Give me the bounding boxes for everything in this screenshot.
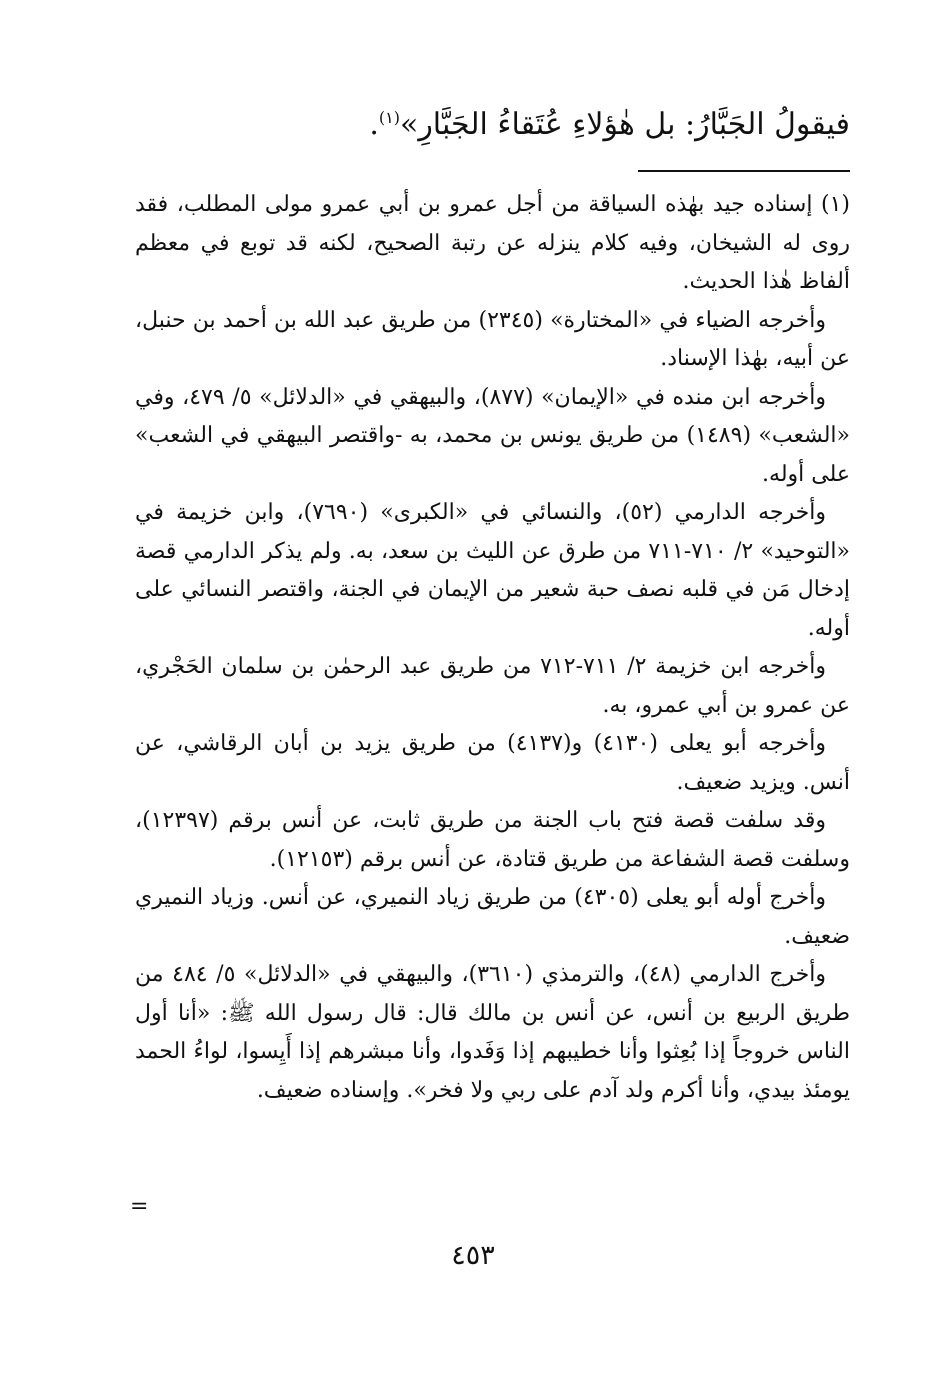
footnote-paragraph: وأخرجه ابن خزيمة ٢/ ٧١١-٧١٢ من طريق عبد الرحمٰن بن سلمان الحَجْري، عن عمرو بن أبي عمرو، به.	[135, 654, 850, 718]
footnote-paragraph: وأخرج أوله أبو يعلى (٤٣٠٥) من طريق زياد النميري، عن أنس. وزياد النميري ضعيف.	[135, 885, 850, 949]
continuation-mark: =	[130, 1194, 149, 1219]
footnote-paragraph: (١) إسناده جيد بهٰذه السياقة من أجل عمرو بن أبي عمرو مولى المطلب، فقد روى له الشيخان، وفيه كلام ينزله عن رتبة الصحيح، لكنه قد توبع في معظم ألفاظ هٰذا الحديث.	[135, 192, 850, 294]
page-number: ٤٥٣	[451, 1240, 495, 1271]
footnote-divider	[638, 170, 850, 172]
footnote-paragraph: وأخرجه ابن منده في «الإيمان» (٨٧٧)، والبيهقي في «الدلائل» ٥/ ٤٧٩، وفي «الشعب» (١٤٨٩) من طريق يونس بن محمد، به -واقتصر البيهقي في الشعب» على أوله.	[135, 384, 850, 487]
main-text-content: فيقولُ الجَبَّارُ: بل هٰؤلاءِ عُتَقاءُ الجَبَّارِ»	[399, 107, 850, 142]
footnote-paragraph: وأخرجه الضياء في «المختارة» (٢٣٤٥) من طريق عبد الله بن أحمد بن حنبل، عن أبيه، بهٰذا الإسناد.	[135, 307, 850, 371]
main-text-end: .	[369, 107, 379, 142]
main-text-line	[130, 100, 850, 150]
footnote-paragraph: وأخرجه أبو يعلى (٤١٣٠) و(٤١٣٧) من طريق يزيد بن أبان الرقاشي، عن أنس. ويزيد ضعيف.	[135, 731, 850, 795]
footnote-paragraph: وأخرج الدارمي (٤٨)، والترمذي (٣٦١٠)، والبيهقي في «الدلائل» ٥/ ٤٨٤ من طريق الربيع بن أنس، عن أنس بن مالك قال: قال رسول الله ﷺ: «أنا أول الناس خروجاً إذا بُعِثوا وأنا خطيبهم إذا وَفَدوا، وأنا مبشرهم إذا أَيِسوا، لواءُ الحمد يومئذ بيدي، وأنا أكرم ولد آدم على ربي ولا فخر». وإسناده ضعيف.	[135, 962, 850, 1103]
footnote-paragraph: وأخرجه الدارمي (٥٢)، والنسائي في «الكبرى» (٧٦٩٠)، وابن خزيمة في «التوحيد» ٢/ ٧١٠-٧١١ من طرق عن الليث بن سعد، به. ولم يذكر الدارمي قصة إدخال مَن في قلبه نصف حبة شعير من الإيمان في الجنة، واقتصر النسائي على أوله.	[135, 500, 850, 641]
footnote-marker: (١)	[378, 108, 400, 127]
footnotes-block	[135, 186, 850, 1110]
footnote-paragraph: وقد سلفت قصة فتح باب الجنة من طريق ثابت، عن أنس برقم (١٢٣٩٧)، وسلفت قصة الشفاعة من طريق قتادة، عن أنس برقم (١٢١٥٣).	[135, 808, 850, 872]
